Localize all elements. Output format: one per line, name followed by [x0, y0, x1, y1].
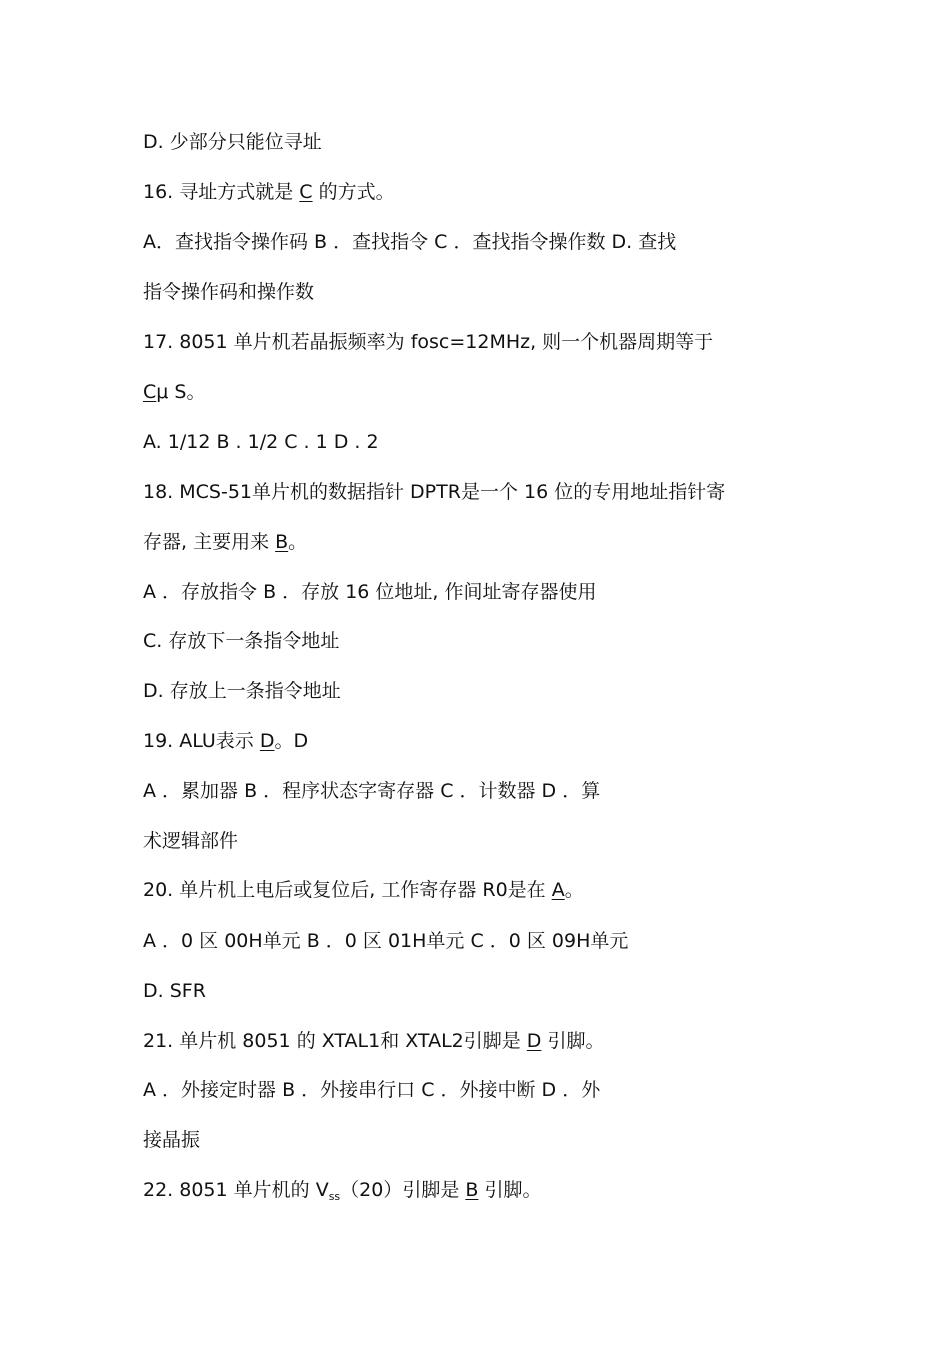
- question-17: 17. 8051 单片机若晶振频率为 fosc=12MHz, 则一个机器周期等于: [143, 331, 714, 353]
- question-16: [143, 180, 395, 204]
- question-text: 16. 寻址方式就是: [143, 181, 300, 203]
- question-text: 存器, 主要用来: [143, 531, 276, 553]
- answer-blank: C: [143, 381, 157, 403]
- options-line: A. 1/12 B . 1/2 C . 1 D . 2: [143, 431, 379, 453]
- answer-blank: B: [465, 1179, 479, 1201]
- text-line: [143, 530, 307, 554]
- question-18: 18. MCS-51单片机的数据指针 DPTR是一个 16 位的专用地址指针寄: [143, 481, 726, 503]
- answer-blank: B: [275, 531, 289, 553]
- text-line: 指令操作码和操作数: [143, 281, 315, 303]
- options-line: A ．累加器 B ．程序状态字寄存器 C ．计数器 D ．算: [143, 780, 601, 802]
- options-line: A ．0 区 00H单元 B ．0 区 01H单元 C ．0 区 09H单元: [143, 930, 629, 952]
- question-text: 21. 单片机 8051 的 XTAL1和 XTAL2引脚是: [143, 1030, 527, 1052]
- text-line: [143, 380, 205, 404]
- question-text: 19. ALU表示: [143, 730, 260, 752]
- options-line: C. 存放下一条指令地址: [143, 630, 340, 652]
- question-text: 22. 8051 单片机的 V: [143, 1179, 329, 1201]
- question-22: [143, 1178, 541, 1205]
- options-line: A ．外接定时器 B ．外接串行口 C ．外接中断 D ．外: [143, 1079, 601, 1101]
- text-line: D. 少部分只能位寻址: [143, 131, 322, 153]
- answer-blank: D: [526, 1030, 542, 1052]
- answer-blank: C: [299, 181, 313, 203]
- options-line: D. SFR: [143, 980, 206, 1002]
- answer-blank: A: [551, 879, 565, 901]
- question-text: 。: [288, 531, 308, 553]
- question-text: 的方式。: [312, 181, 395, 203]
- text-line: 术逻辑部件: [143, 830, 239, 852]
- question-21: [143, 1029, 604, 1053]
- question-text: 。: [564, 879, 584, 901]
- question-20: [143, 878, 584, 902]
- question-text: 20. 单片机上电后或复位后, 工作寄存器 R0是在: [143, 879, 552, 901]
- options-line: A．查找指令操作码 B ．查找指令 C ．查找指令操作数 D. 查找: [143, 231, 677, 253]
- options-line: A ．存放指令 B ．存放 16 位地址, 作间址寄存器使用: [143, 581, 597, 603]
- question-text: 。D: [274, 730, 309, 752]
- subscript-text: ss: [328, 1190, 341, 1203]
- question-text: 引脚。: [478, 1179, 542, 1201]
- question-text: （20）引脚是: [340, 1179, 466, 1201]
- options-line: D. 存放上一条指令地址: [143, 680, 341, 702]
- question-text: μ S。: [156, 381, 206, 403]
- question-text: 引脚。: [541, 1030, 605, 1052]
- answer-blank: D: [259, 730, 275, 752]
- text-line: 接晶振: [143, 1129, 201, 1151]
- question-19: [143, 729, 308, 753]
